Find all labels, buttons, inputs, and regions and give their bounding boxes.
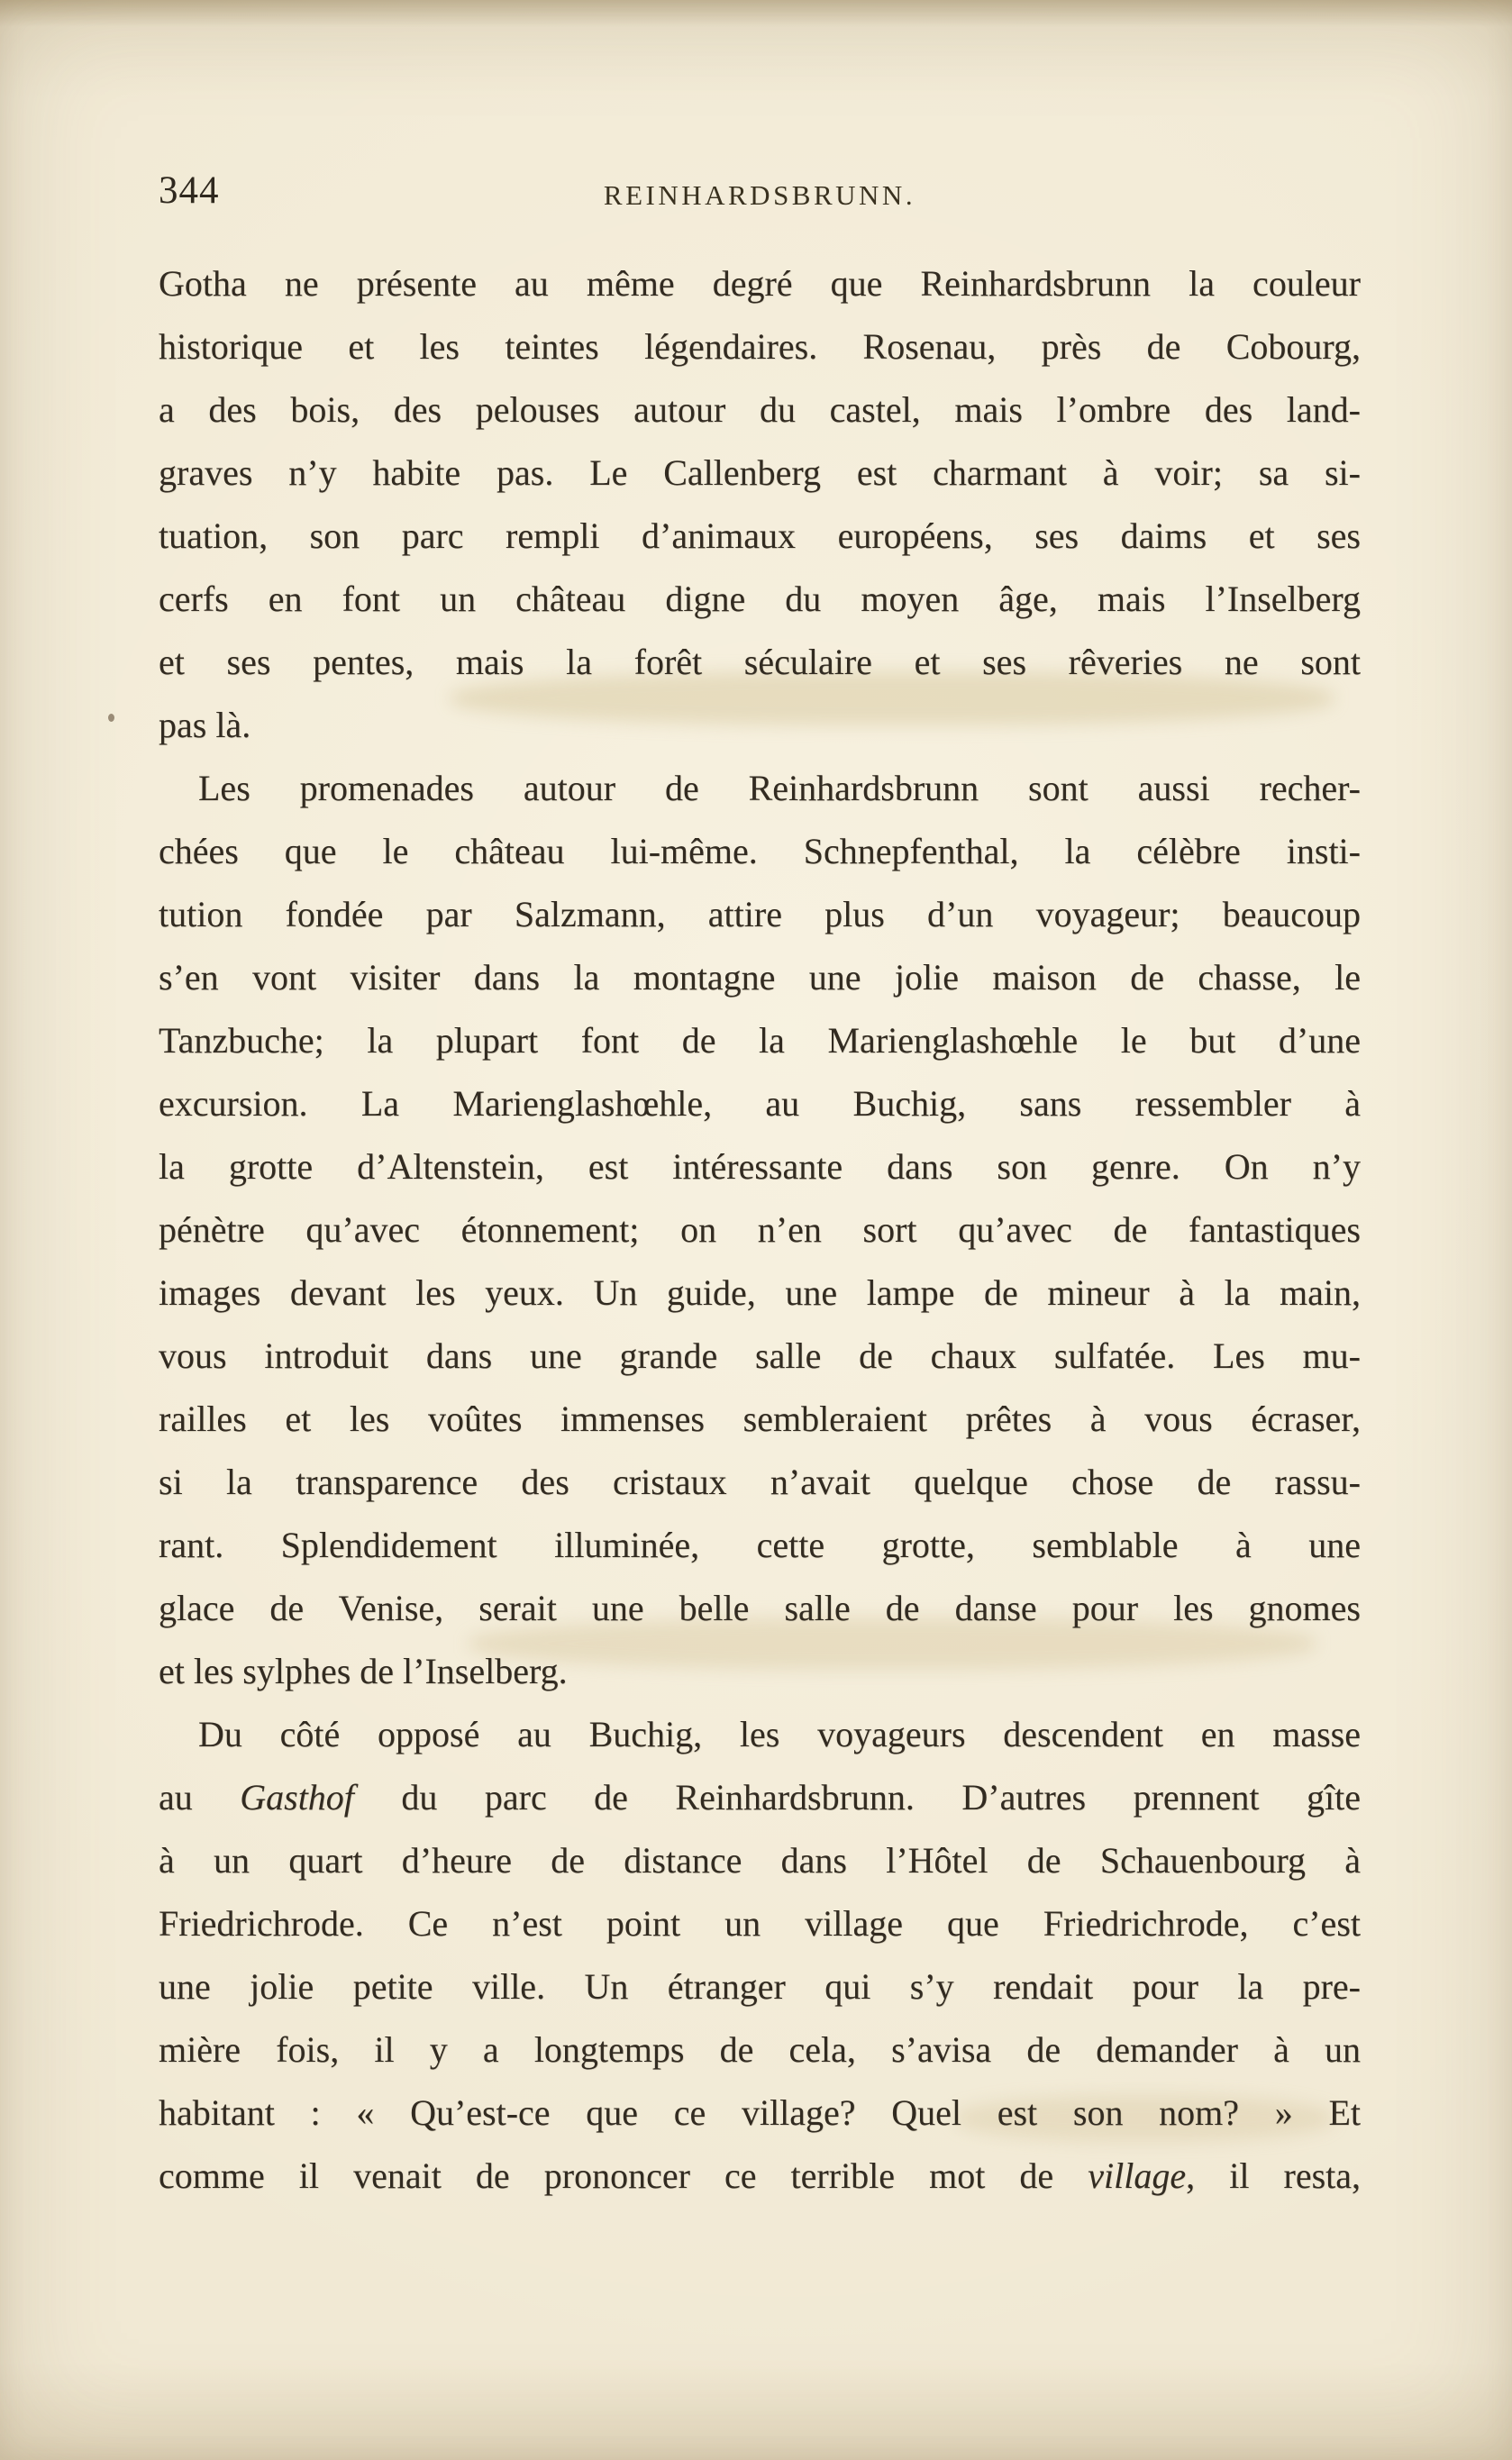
text-segment: tuation, son parc rempli d’animaux européens, ses daims et ses — [159, 515, 1361, 556]
text-line — [159, 1388, 1361, 1451]
text-line — [159, 1577, 1361, 1640]
text-segment: Tanzbuche; la plupart font de la Marienglashœhle le but d’une — [159, 1020, 1361, 1061]
text-line — [159, 252, 1361, 315]
text-segment: excursion. La Marienglashœhle, au Buchig, sans ressembler à — [159, 1083, 1361, 1124]
text-line — [159, 1514, 1361, 1577]
text-segment: mière fois, il y a longtemps de cela, s’avisa de demander à un — [159, 2029, 1361, 2070]
text-line — [159, 694, 1361, 757]
text-line — [159, 757, 1361, 820]
text-line — [159, 820, 1361, 883]
text-segment: du parc de Reinhardsbrunn. D’autres prennent gîte — [353, 1777, 1361, 1818]
text-line — [159, 2145, 1361, 2208]
text-segment: cerfs en font un château digne du moyen âge, mais l’Inselberg — [159, 579, 1361, 619]
text-line — [159, 2082, 1361, 2145]
text-line — [159, 1955, 1361, 2018]
text-segment: au — [159, 1777, 241, 1818]
text-segment: graves n’y habite pas. Le Callenberg est charmant à voir; sa si- — [159, 452, 1361, 493]
text-line — [159, 442, 1361, 505]
italic-text: village — [1088, 2155, 1187, 2196]
text-segment: habitant : « Qu’est-ce que ce village? Quel est son nom? » Et — [159, 2092, 1361, 2133]
body-text — [159, 252, 1361, 2208]
running-title: REINHARDSBRUNN. — [603, 179, 916, 211]
text-line — [159, 1829, 1361, 1892]
page-header — [159, 168, 1361, 218]
text-line — [159, 1766, 1361, 1829]
text-segment: historique et les teintes légendaires. Rosenau, près de Cobourg, — [159, 326, 1361, 367]
text-line — [159, 378, 1361, 442]
text-segment: la grotte d’Altenstein, est intéressante dans son genre. On n’y — [159, 1146, 1361, 1187]
text-segment: tution fondée par Salzmann, attire plus d’un voyageur; beaucoup — [159, 894, 1361, 934]
text-line — [159, 1451, 1361, 1514]
text-line — [159, 505, 1361, 568]
text-segment: , il resta, — [1186, 2155, 1361, 2196]
text-segment: Gotha ne présente au même degré que Reinhardsbrunn la couleur — [159, 263, 1361, 304]
text-segment: s’en vont visiter dans la montagne une jolie maison de chasse, le — [159, 957, 1361, 998]
text-segment: et ses pentes, mais la forêt séculaire et ses rêveries ne sont — [159, 642, 1361, 682]
text-segment: chées que le château lui-même. Schnepfenthal, la célèbre insti- — [159, 831, 1361, 871]
text-segment: vous introduit dans une grande salle de chaux sulfatée. Les mu- — [159, 1335, 1361, 1376]
text-line — [159, 1640, 1361, 1703]
text-segment: Les promenades autour de Reinhardsbrunn sont aussi recher- — [198, 768, 1361, 808]
text-segment: si la transparence des cristaux n’avait quelque chose de rassu- — [159, 1462, 1361, 1502]
text-line — [159, 1198, 1361, 1262]
text-segment: pas là. — [159, 705, 251, 745]
text-line — [159, 1072, 1361, 1135]
text-segment: à un quart d’heure de distance dans l’Hôtel de Schauenbourg à — [159, 1840, 1361, 1881]
text-line — [159, 631, 1361, 694]
text-segment: rant. Splendidement illuminée, cette grotte, semblable à une — [159, 1525, 1361, 1565]
text-line — [159, 315, 1361, 378]
text-line — [159, 568, 1361, 631]
text-line — [159, 1009, 1361, 1072]
text-line — [159, 1325, 1361, 1388]
text-line — [159, 883, 1361, 946]
text-segment: images devant les yeux. Un guide, une lampe de mineur à la main, — [159, 1272, 1361, 1313]
text-segment: a des bois, des pelouses autour du castel, mais l’ombre des land- — [159, 389, 1361, 430]
text-line — [159, 1892, 1361, 1955]
text-segment: railles et les voûtes immenses sembleraient prêtes à vous écraser, — [159, 1399, 1361, 1439]
text-line — [159, 1262, 1361, 1325]
text-line — [159, 1703, 1361, 1766]
text-segment: et les sylphes de l’Inselberg. — [159, 1651, 568, 1691]
text-segment: pénètre qu’avec étonnement; on n’en sort qu’avec de fantastiques — [159, 1209, 1361, 1250]
text-segment: une jolie petite ville. Un étranger qui s’y rendait pour la pre- — [159, 1966, 1361, 2007]
text-segment: glace de Venise, serait une belle salle de danse pour les gnomes — [159, 1588, 1361, 1628]
text-line — [159, 2018, 1361, 2082]
italic-text: Gasthof — [240, 1777, 354, 1818]
text-line — [159, 946, 1361, 1009]
text-segment: Friedrichrode. Ce n’est point un village que Friedrichrode, c’est — [159, 1903, 1361, 1944]
text-segment: Du côté opposé au Buchig, les voyageurs descendent en masse — [198, 1714, 1361, 1754]
text-segment: comme il venait de prononcer ce terrible mot de — [159, 2155, 1088, 2196]
page-number: 344 — [159, 169, 220, 212]
text-line — [159, 1135, 1361, 1198]
ink-speck — [108, 714, 114, 722]
